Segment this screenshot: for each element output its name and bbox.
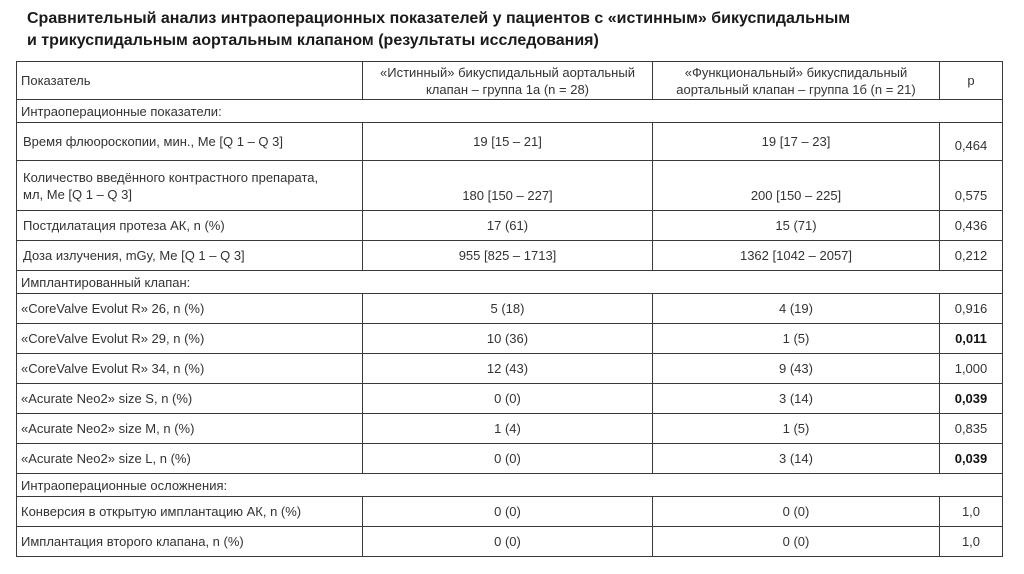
cell-group-1b: 0 (0): [653, 497, 940, 527]
section-row-valve: [17, 271, 1003, 294]
results-table: [16, 61, 1003, 557]
table-row: [17, 444, 1003, 474]
cell-group-1a: 17 (61): [363, 211, 653, 241]
cell-p-value: 0,916: [940, 294, 1003, 324]
row-label: Доза излучения, mGy, Me [Q 1 – Q 3]: [17, 241, 363, 271]
row-label: Имплантация второго клапана, n (%): [17, 527, 363, 557]
cell-p-value: 0,464: [940, 123, 1003, 161]
table-row: [17, 211, 1003, 241]
row-label: «Acurate Neo2» size M, n (%): [17, 414, 363, 444]
cell-group-1a: 1 (4): [363, 414, 653, 444]
cell-p-value: 1,0: [940, 527, 1003, 557]
cell-group-1b: 4 (19): [653, 294, 940, 324]
cell-group-1b: 3 (14): [653, 384, 940, 414]
cell-p-value: 0,436: [940, 211, 1003, 241]
cell-group-1a: 0 (0): [363, 527, 653, 557]
header-group-1a: «Истинный» бикуспидальный аортальный клапан – группа 1а (n = 28): [363, 62, 653, 100]
row-label: «CoreValve Evolut R» 34, n (%): [17, 354, 363, 384]
cell-group-1b: 15 (71): [653, 211, 940, 241]
row-label: Время флюороскопии, мин., Me [Q 1 – Q 3]: [17, 123, 363, 161]
cell-group-1a: 5 (18): [363, 294, 653, 324]
row-label: Количество введённого контрастного препарата, мл, Me [Q 1 – Q 3]: [17, 161, 363, 211]
title-line-1: Сравнительный анализ интраоперационных показателей у пациентов с «истинным» бикуспидальным: [27, 10, 851, 27]
row-label: «CoreValve Evolut R» 29, n (%): [17, 324, 363, 354]
table-row: [17, 324, 1003, 354]
section-label: Интраоперационные осложнения:: [17, 474, 1003, 497]
header-indicator: Показатель: [17, 62, 363, 100]
header-p-value: p: [940, 62, 1003, 100]
cell-p-value-significant: 0,011: [940, 324, 1003, 354]
row-label: Постдилатация протеза АК, n (%): [17, 211, 363, 241]
table-row: [17, 123, 1003, 161]
cell-group-1b: 9 (43): [653, 354, 940, 384]
cell-p-value: 0,212: [940, 241, 1003, 271]
title-line-2: и трикуспидальным аортальным клапаном (результаты исследования): [27, 32, 599, 49]
table-row: [17, 384, 1003, 414]
cell-group-1b: 1 (5): [653, 324, 940, 354]
row-label: «Acurate Neo2» size L, n (%): [17, 444, 363, 474]
cell-group-1b: 1362 [1042 – 2057]: [653, 241, 940, 271]
cell-group-1a: 0 (0): [363, 384, 653, 414]
cell-p-value: 1,0: [940, 497, 1003, 527]
cell-group-1b: 3 (14): [653, 444, 940, 474]
cell-group-1a: 955 [825 – 1713]: [363, 241, 653, 271]
row-label: «CoreValve Evolut R» 26, n (%): [17, 294, 363, 324]
cell-group-1a: 10 (36): [363, 324, 653, 354]
cell-p-value: 0,835: [940, 414, 1003, 444]
table-row: [17, 497, 1003, 527]
section-row-intraop: [17, 100, 1003, 123]
table-row: [17, 294, 1003, 324]
document-title: [27, 8, 850, 52]
cell-group-1a: 19 [15 – 21]: [363, 123, 653, 161]
row-label: «Acurate Neo2» size S, n (%): [17, 384, 363, 414]
cell-p-value-significant: 0,039: [940, 384, 1003, 414]
table-row: [17, 354, 1003, 384]
section-label: Имплантированный клапан:: [17, 271, 1003, 294]
cell-group-1b: 200 [150 – 225]: [653, 161, 940, 211]
cell-group-1b: 0 (0): [653, 527, 940, 557]
cell-group-1a: 180 [150 – 227]: [363, 161, 653, 211]
table-row: [17, 241, 1003, 271]
cell-group-1b: 19 [17 – 23]: [653, 123, 940, 161]
table-row: [17, 161, 1003, 211]
table-row: [17, 527, 1003, 557]
cell-p-value: 1,000: [940, 354, 1003, 384]
section-label: Интраоперационные показатели:: [17, 100, 1003, 123]
cell-p-value: 0,575: [940, 161, 1003, 211]
cell-group-1a: 0 (0): [363, 497, 653, 527]
cell-p-value-significant: 0,039: [940, 444, 1003, 474]
section-row-complications: [17, 474, 1003, 497]
cell-group-1a: 12 (43): [363, 354, 653, 384]
table-row: [17, 414, 1003, 444]
row-label: Конверсия в открытую имплантацию АК, n (%): [17, 497, 363, 527]
table-header-row: [17, 62, 1003, 100]
cell-group-1b: 1 (5): [653, 414, 940, 444]
header-group-1b: «Функциональный» бикуспидальный аортальный клапан – группа 1б (n = 21): [653, 62, 940, 100]
cell-group-1a: 0 (0): [363, 444, 653, 474]
